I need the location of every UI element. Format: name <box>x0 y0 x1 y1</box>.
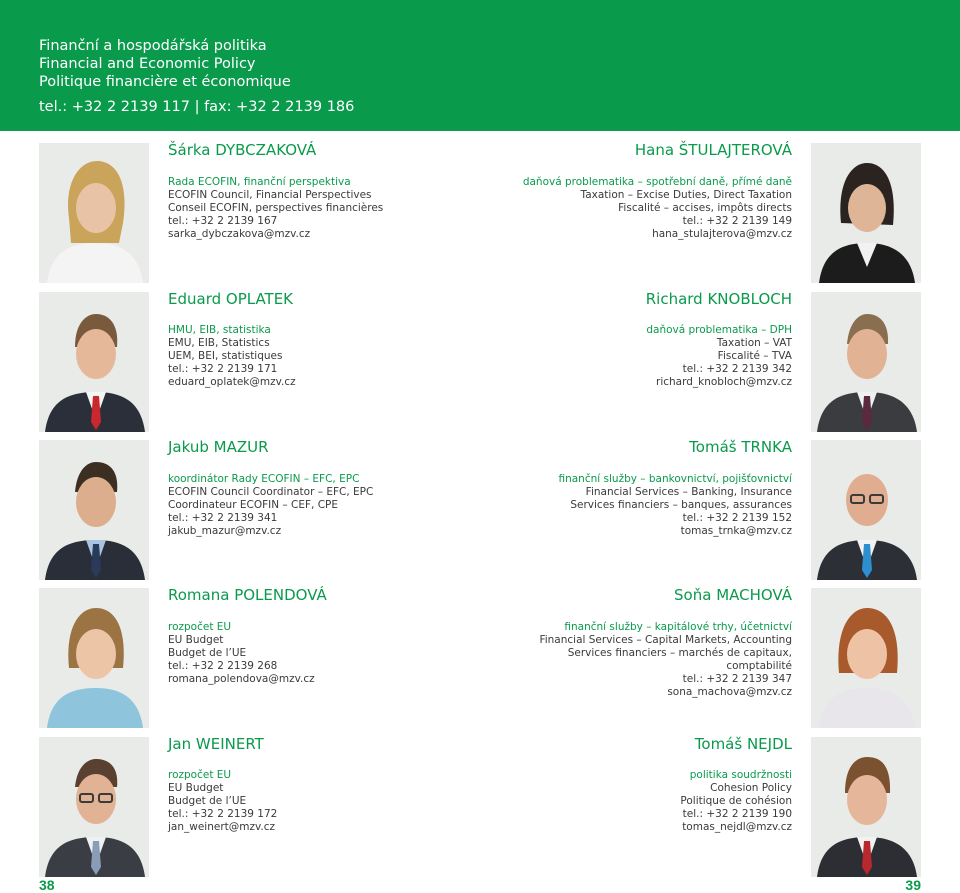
person-name: Šárka DYBCZAKOVÁ <box>168 141 317 159</box>
person-info <box>646 324 792 389</box>
person-role-fr: Budget de l’UE <box>168 795 247 807</box>
person-role-fr: Fiscalité – accises, impôts directs <box>618 202 792 214</box>
person-role-cs: finanční služby – kapitálové trhy, účetnictví <box>564 621 792 633</box>
person-name: Jakub MAZUR <box>168 438 269 456</box>
person-role-fr: Politique de cohésion <box>680 795 792 807</box>
person-role-fr: Services financiers – banques, assurances <box>570 499 792 511</box>
portrait-photo <box>811 737 921 877</box>
person-role-cs: rozpočet EU <box>168 769 232 781</box>
person-email: romana_polendova@mzv.cz <box>168 673 315 685</box>
person-info <box>168 324 296 389</box>
person-phone: tel.: +32 2 2139 171 <box>168 363 278 375</box>
person-role-en: Taxation – Excise Duties, Direct Taxation <box>580 189 792 201</box>
person-role-en: Financial Services – Capital Markets, Accounting <box>539 634 792 646</box>
department-title-en: Financial and Economic Policy <box>39 56 256 72</box>
person-phone: tel.: +32 2 2139 167 <box>168 215 278 227</box>
portrait-photo <box>811 143 921 283</box>
portrait-photo <box>811 440 921 580</box>
person-phone: tel.: +32 2 2139 268 <box>168 660 278 672</box>
header-band <box>0 0 960 131</box>
person-role-cs: daňová problematika – DPH <box>646 324 792 336</box>
person-phone: tel.: +32 2 2139 341 <box>168 512 278 524</box>
person-phone: tel.: +32 2 2139 172 <box>168 808 278 820</box>
person-info <box>539 621 792 699</box>
portrait-photo <box>39 588 149 728</box>
person-role-fr: UEM, BEI, statistiques <box>168 350 283 362</box>
person-email: richard_knobloch@mzv.cz <box>656 376 792 388</box>
person-email: jakub_mazur@mzv.cz <box>168 525 282 537</box>
person-name: Tomáš NEJDL <box>694 735 792 753</box>
person-role-cs: koordinátor Rady ECOFIN – EFC, EPC <box>168 473 360 485</box>
department-contact: tel.: +32 2 2139 117 | fax: +32 2 2139 186 <box>39 99 355 115</box>
person-name: Eduard OPLATEK <box>168 290 294 308</box>
person-role-en: Cohesion Policy <box>710 782 792 794</box>
person-role-cs: politika soudržnosti <box>689 769 792 781</box>
person-phone: tel.: +32 2 2139 342 <box>682 363 792 375</box>
portrait-photo <box>39 737 149 877</box>
person-info <box>680 769 792 834</box>
person-email: tomas_trnka@mzv.cz <box>680 525 792 537</box>
person-email: sona_machova@mzv.cz <box>667 686 792 698</box>
person-name: Soňa MACHOVÁ <box>674 586 792 604</box>
page-number-right: 39 <box>905 877 921 893</box>
portrait-photo <box>811 588 921 728</box>
department-title-fr: Politique financière et économique <box>39 74 291 90</box>
person-role-en: ECOFIN Council Coordinator – EFC, EPC <box>168 486 374 498</box>
page-number-left: 38 <box>39 877 55 893</box>
portrait-photo <box>39 440 149 580</box>
person-phone: tel.: +32 2 2139 149 <box>682 215 792 227</box>
person-role-cs: HMU, EIB, statistika <box>168 324 271 336</box>
person-name: Hana ŠTULAJTEROVÁ <box>634 141 792 159</box>
person-email: eduard_oplatek@mzv.cz <box>168 376 296 388</box>
person-role-fr: Fiscalité – TVA <box>717 350 792 362</box>
person-role-fr: Conseil ECOFIN, perspectives financières <box>168 202 384 214</box>
person-role-fr-cont: comptabilité <box>726 660 792 672</box>
person-role-en: EMU, EIB, Statistics <box>168 337 270 349</box>
portrait-photo <box>39 143 149 283</box>
person-email: jan_weinert@mzv.cz <box>168 821 276 833</box>
person-name: Jan WEINERT <box>168 735 264 753</box>
person-email: tomas_nejdl@mzv.cz <box>682 821 792 833</box>
portrait-photo <box>39 292 149 432</box>
portrait-photo <box>811 292 921 432</box>
person-phone: tel.: +32 2 2139 347 <box>682 673 792 685</box>
person-info <box>558 473 792 538</box>
person-name: Romana POLENDOVÁ <box>168 586 327 604</box>
person-role-en: Taxation – VAT <box>716 337 792 349</box>
department-title-cs: Finanční a hospodářská politika <box>39 38 267 54</box>
person-name: Tomáš TRNKA <box>689 438 792 456</box>
person-role-fr: Services financiers – marchés de capitaux, <box>567 647 792 659</box>
person-email: sarka_dybczakova@mzv.cz <box>168 228 311 240</box>
person-info <box>168 176 383 241</box>
person-role-en: ECOFIN Council, Financial Perspectives <box>168 189 372 201</box>
person-name: Richard KNOBLOCH <box>645 290 792 308</box>
person-role-cs: rozpočet EU <box>168 621 232 633</box>
person-phone: tel.: +32 2 2139 152 <box>682 512 792 524</box>
person-email: hana_stulajterova@mzv.cz <box>652 228 792 240</box>
person-info <box>168 769 277 834</box>
person-info <box>523 176 792 241</box>
person-role-en: EU Budget <box>168 782 224 794</box>
person-role-fr: Budget de l’UE <box>168 647 247 659</box>
person-role-cs: Rada ECOFIN, finanční perspektiva <box>168 176 351 188</box>
person-role-cs: finanční služby – bankovnictví, pojišťovnictví <box>558 473 792 485</box>
person-role-fr: Coordinateur ECOFIN – CEF, CPE <box>168 499 338 511</box>
person-info <box>168 473 373 538</box>
person-phone: tel.: +32 2 2139 190 <box>682 808 792 820</box>
person-info <box>168 621 315 686</box>
person-role-en: Financial Services – Banking, Insurance <box>585 486 792 498</box>
person-role-en: EU Budget <box>168 634 224 646</box>
person-role-cs: daňová problematika – spotřební daně, přímé daně <box>522 176 792 188</box>
